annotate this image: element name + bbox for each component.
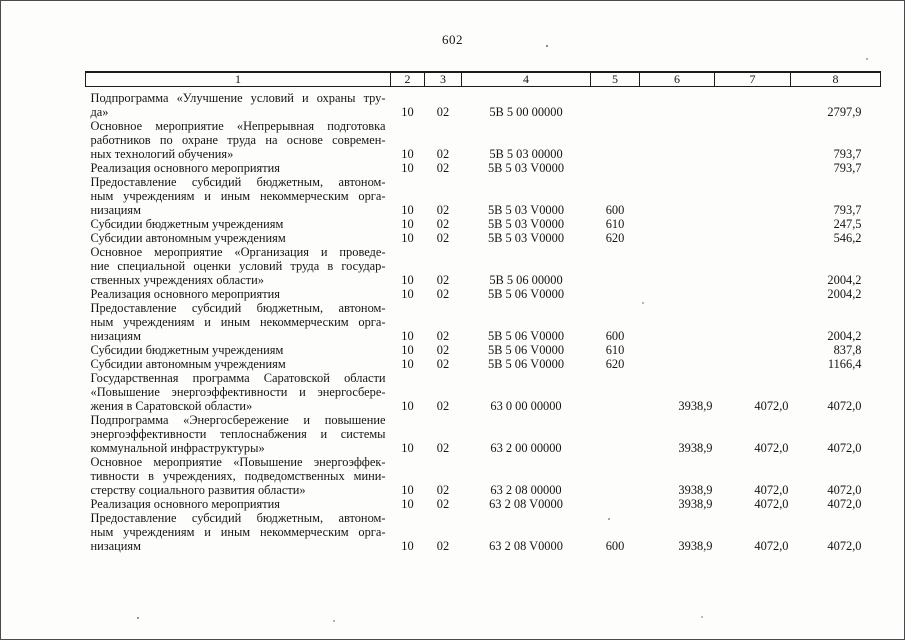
- name-line: жения в Саратовской области»: [90, 399, 253, 413]
- cell-c7: [715, 217, 791, 231]
- cell-c3: 02: [436, 497, 450, 511]
- table-row: [86, 161, 881, 175]
- cell-name: [86, 231, 391, 245]
- cell-c7: [715, 301, 791, 343]
- table-row: [86, 413, 881, 455]
- name-line: тивности в учреждениях, подведомственных мини-: [90, 469, 386, 483]
- name-line: да»: [90, 105, 109, 119]
- cell-c4: 5В 5 03 V0000: [487, 231, 565, 245]
- name-line: Субсидии автономным учреждениям: [90, 231, 286, 245]
- cell-c5: [591, 287, 640, 301]
- cell-c7: 4072,0: [754, 539, 789, 553]
- table-header-row: [86, 72, 881, 87]
- cell-c3: 02: [436, 287, 450, 301]
- cell-c6: [640, 217, 715, 231]
- column-header-3: 3: [425, 72, 462, 87]
- cell-c6: [640, 161, 715, 175]
- table-row: [86, 87, 881, 120]
- name-line: Основное мероприятие «Повышение энергоэффек-: [90, 455, 386, 469]
- name-line: работников по охране труда на основе современ-: [90, 133, 386, 147]
- cell-name: [86, 217, 391, 231]
- cell-c6: 3938,9: [678, 483, 713, 497]
- cell-c3: 02: [436, 217, 450, 231]
- name-line: ственных учреждениях области»: [90, 273, 264, 287]
- cell-c5: 600: [605, 203, 625, 217]
- cell-c7: [715, 87, 791, 120]
- name-line: коммунальной инфраструктуры»: [90, 441, 265, 455]
- cell-c7: 4072,0: [754, 399, 789, 413]
- cell-c3: 02: [436, 539, 450, 553]
- cell-c4: 5В 5 03 V0000: [487, 203, 565, 217]
- cell-c7: [715, 357, 791, 371]
- table-row: [86, 511, 881, 553]
- cell-c5: [591, 245, 640, 287]
- column-header-8: 8: [791, 72, 881, 87]
- cell-c8: 837,8: [833, 343, 862, 357]
- name-line: Предоставление субсидий бюджетным, автоном-: [90, 301, 386, 315]
- name-line: Предоставление субсидий бюджетным, автоном-: [90, 511, 386, 525]
- cell-c4: 5В 5 03 V0000: [487, 217, 565, 231]
- cell-name: [86, 371, 391, 413]
- name-line: ние специальной оценки условий труда в государ-: [90, 259, 386, 273]
- cell-c6: [640, 287, 715, 301]
- name-line: Государственная программа Саратовской области: [90, 371, 386, 385]
- cell-c5: 610: [605, 217, 625, 231]
- name-line: Основное мероприятие «Непрерывная подготовка: [90, 119, 386, 133]
- table-row: [86, 231, 881, 245]
- cell-c8: 2797,9: [827, 105, 862, 119]
- name-line: «Повышение энергоэффективности и энергосбере-: [90, 385, 386, 399]
- cell-name: [86, 87, 391, 120]
- scan-noise: [1, 1, 3, 3]
- cell-c4: 63 2 08 V0000: [489, 539, 563, 553]
- cell-c7: [715, 245, 791, 287]
- cell-c7: [715, 343, 791, 357]
- cell-c3: 02: [436, 483, 450, 497]
- cell-name: [86, 301, 391, 343]
- cell-c8: 546,2: [833, 231, 862, 245]
- cell-c6: [640, 175, 715, 217]
- table-row: [86, 357, 881, 371]
- cell-c3: 02: [436, 203, 450, 217]
- cell-c2: 10: [401, 329, 414, 343]
- cell-c8: 1166,4: [827, 357, 862, 371]
- cell-c6: [640, 87, 715, 120]
- cell-c3: 02: [436, 273, 450, 287]
- cell-c6: [640, 357, 715, 371]
- cell-c5: [591, 119, 640, 161]
- cell-c4: 5В 5 06 00000: [489, 273, 563, 287]
- cell-c8: 4072,0: [827, 497, 862, 511]
- cell-c5: [591, 455, 640, 497]
- cell-c8: 793,7: [833, 203, 862, 217]
- cell-c2: 10: [401, 105, 414, 119]
- table-row: [86, 119, 881, 161]
- cell-c3: 02: [436, 329, 450, 343]
- cell-c8: 2004,2: [827, 329, 862, 343]
- column-header-6: 6: [640, 72, 715, 87]
- cell-c8: 4072,0: [827, 441, 862, 455]
- cell-name: [86, 455, 391, 497]
- cell-c3: 02: [436, 441, 450, 455]
- page-number: 602: [442, 32, 463, 47]
- cell-c2: 10: [401, 539, 414, 553]
- cell-c7: 4072,0: [754, 497, 789, 511]
- table-row: [86, 343, 881, 357]
- cell-c6: 3938,9: [678, 441, 713, 455]
- cell-c2: 10: [401, 231, 414, 245]
- cell-c5: [591, 497, 640, 511]
- cell-c7: [715, 161, 791, 175]
- cell-c8: 4072,0: [827, 483, 862, 497]
- column-header-5: 5: [591, 72, 640, 87]
- name-line: ных технологий обучения»: [90, 147, 234, 161]
- cell-name: [86, 119, 391, 161]
- cell-c5: 620: [605, 357, 625, 371]
- table-row: [86, 175, 881, 217]
- cell-c8: 793,7: [833, 147, 862, 161]
- cell-c2: 10: [401, 441, 414, 455]
- name-line: Реализация основного мероприятия: [90, 161, 280, 175]
- cell-name: [86, 413, 391, 455]
- name-line: ным учреждениям и иным некоммерческим орга-: [90, 189, 386, 203]
- cell-name: [86, 357, 391, 371]
- cell-c4: 63 0 00 00000: [490, 399, 562, 413]
- cell-c2: 10: [401, 161, 414, 175]
- name-line: стерству социального развития области»: [90, 483, 306, 497]
- name-line: ным учреждениям и иным некоммерческим орга-: [90, 315, 386, 329]
- cell-c6: [640, 119, 715, 161]
- cell-c6: [640, 301, 715, 343]
- cell-c3: 02: [436, 357, 450, 371]
- column-header-7: 7: [715, 72, 791, 87]
- name-line: Основное мероприятие «Организация и проведе-: [90, 245, 386, 259]
- cell-c3: 02: [436, 105, 450, 119]
- cell-c3: 02: [436, 343, 450, 357]
- name-line: Субсидии бюджетным учреждениям: [90, 217, 284, 231]
- table-row: [86, 217, 881, 231]
- cell-c5: [591, 161, 640, 175]
- cell-c5: 600: [605, 539, 625, 553]
- column-header-2: 2: [391, 72, 425, 87]
- cell-name: [86, 245, 391, 287]
- cell-name: [86, 161, 391, 175]
- cell-c7: [715, 119, 791, 161]
- cell-c7: [715, 231, 791, 245]
- name-line: Реализация основного мероприятия: [90, 287, 280, 301]
- cell-c4: 63 2 00 00000: [490, 441, 562, 455]
- cell-c8: 4072,0: [827, 539, 862, 553]
- table-body: [86, 87, 881, 554]
- cell-c7: 4072,0: [754, 441, 789, 455]
- cell-c4: 5В 5 06 V0000: [487, 287, 565, 301]
- cell-c2: 10: [401, 357, 414, 371]
- cell-c7: 4072,0: [754, 483, 789, 497]
- cell-c2: 10: [401, 497, 414, 511]
- name-line: Подпрограмма «Улучшение условий и охраны тру-: [90, 91, 386, 105]
- name-line: Реализация основного мероприятия: [90, 497, 280, 511]
- name-line: низациям: [90, 329, 141, 343]
- cell-c7: [715, 287, 791, 301]
- cell-c5: 620: [605, 231, 625, 245]
- cell-c4: 5В 5 03 00000: [489, 147, 563, 161]
- cell-c2: 10: [401, 399, 414, 413]
- cell-name: [86, 343, 391, 357]
- name-line: энергоэффективности теплоснабжения и системы: [90, 427, 386, 441]
- table-header: [86, 72, 881, 87]
- cell-c4: 5В 5 06 V0000: [487, 343, 565, 357]
- cell-c6: [640, 343, 715, 357]
- cell-name: [86, 175, 391, 217]
- cell-c2: 10: [401, 147, 414, 161]
- name-line: ным учреждениям и иным некоммерческим орга-: [90, 525, 386, 539]
- cell-c8: 2004,2: [827, 273, 862, 287]
- cell-c8: 2004,2: [827, 287, 862, 301]
- name-line: низациям: [90, 539, 141, 553]
- cell-c3: 02: [436, 161, 450, 175]
- cell-c6: 3938,9: [678, 539, 713, 553]
- cell-c6: [640, 245, 715, 287]
- cell-c4: 63 2 08 V0000: [489, 497, 563, 511]
- cell-name: [86, 497, 391, 511]
- table-row: [86, 455, 881, 497]
- cell-c4: 5В 5 00 00000: [489, 105, 563, 119]
- table-row: [86, 371, 881, 413]
- cell-c5: 610: [605, 343, 625, 357]
- cell-c5: [591, 87, 640, 120]
- cell-name: [86, 287, 391, 301]
- cell-c4: 5В 5 03 V0000: [487, 161, 565, 175]
- cell-name: [86, 511, 391, 553]
- cell-c8: 4072,0: [827, 399, 862, 413]
- name-line: Подпрограмма «Энергосбережение и повышение: [90, 413, 386, 427]
- cell-c5: [591, 413, 640, 455]
- cell-c3: 02: [436, 147, 450, 161]
- cell-c2: 10: [401, 273, 414, 287]
- cell-c5: 600: [605, 329, 625, 343]
- cell-c4: 5В 5 06 V0000: [487, 329, 565, 343]
- cell-c4: 63 2 08 00000: [490, 483, 562, 497]
- cell-c2: 10: [401, 217, 414, 231]
- cell-c8: 793,7: [833, 161, 862, 175]
- name-line: Субсидии автономным учреждениям: [90, 357, 286, 371]
- cell-c5: [591, 371, 640, 413]
- table-row: [86, 301, 881, 343]
- cell-c6: [640, 231, 715, 245]
- cell-c3: 02: [436, 231, 450, 245]
- table-row: [86, 287, 881, 301]
- cell-c2: 10: [401, 287, 414, 301]
- cell-c2: 10: [401, 343, 414, 357]
- cell-c6: 3938,9: [678, 399, 713, 413]
- name-line: Предоставление субсидий бюджетным, автоном-: [90, 175, 386, 189]
- column-header-4: 4: [462, 72, 591, 87]
- cell-c2: 10: [401, 203, 414, 217]
- cell-c3: 02: [436, 399, 450, 413]
- cell-c8: 247,5: [833, 217, 862, 231]
- cell-c4: 5В 5 06 V0000: [487, 357, 565, 371]
- name-line: Субсидии бюджетным учреждениям: [90, 343, 284, 357]
- column-header-1: 1: [86, 72, 391, 87]
- cell-c2: 10: [401, 483, 414, 497]
- cell-c7: [715, 175, 791, 217]
- budget-table: [85, 71, 881, 553]
- table-row: [86, 497, 881, 511]
- cell-c6: 3938,9: [678, 497, 713, 511]
- name-line: низациям: [90, 203, 141, 217]
- table-row: [86, 245, 881, 287]
